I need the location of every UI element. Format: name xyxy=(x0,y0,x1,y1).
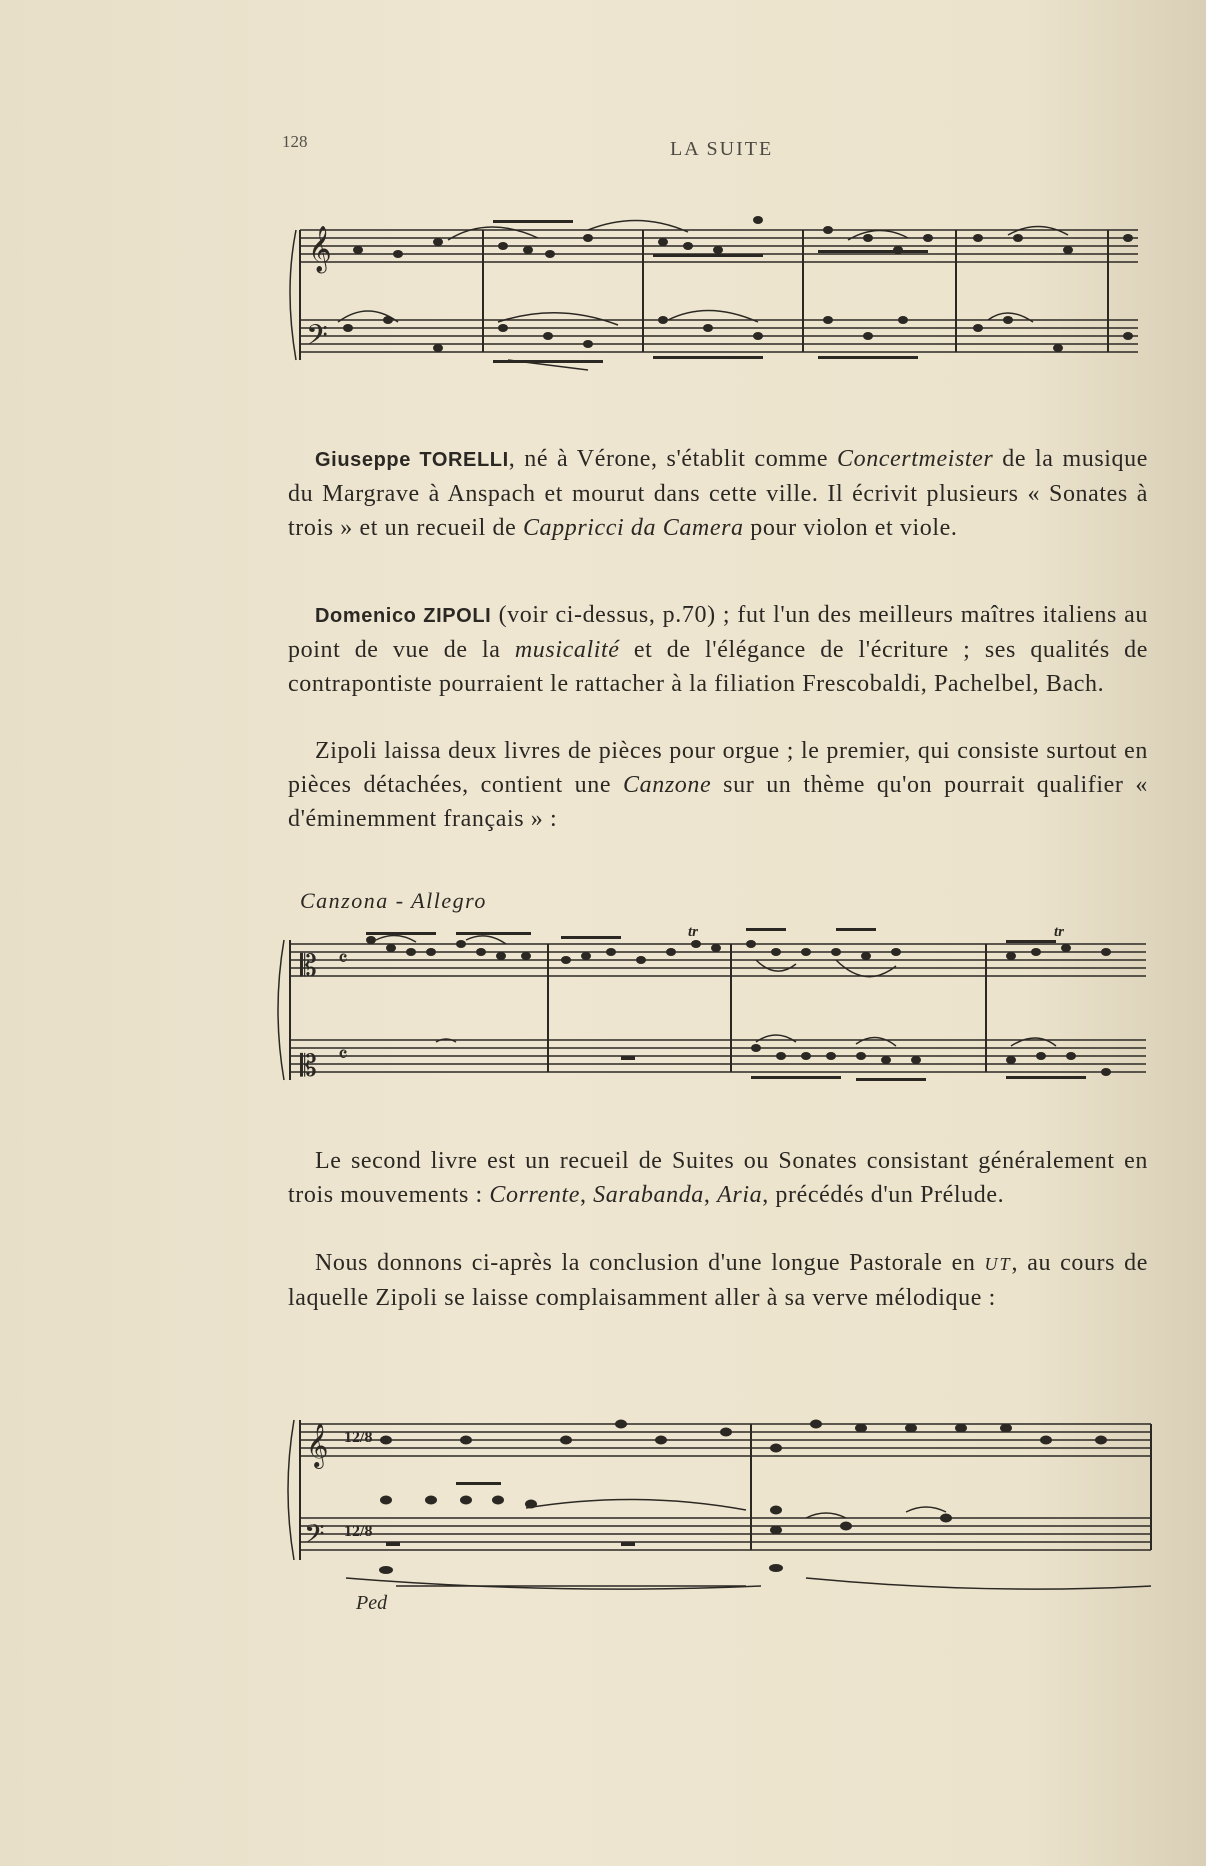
svg-text:𝄢: 𝄢 xyxy=(304,1519,325,1555)
trill-mark-2: tr xyxy=(1054,924,1065,940)
svg-text:𝄡: 𝄡 xyxy=(300,950,317,983)
music-score-canzona xyxy=(276,910,1156,1090)
paragraph-torelli: Giuseppe TORELLI, né à Vérone, s'établit comme Concertmeister de la musique du Margrave à Anspach et mourut dans cette ville. Il écrivit plusieurs « Sonates à trois » et un recueil de Cappricci da Camera pour violon et viole. xyxy=(288,446,1148,541)
canzona-tempo-label: Canzona - Allegro xyxy=(300,888,487,913)
time-signature-bass: 12/8 xyxy=(344,1523,373,1540)
composer-name-torelli: Giuseppe TORELLI xyxy=(315,449,509,471)
page-number: 128 xyxy=(282,132,308,151)
paragraph-pastorale: Nous donnons ci-après la conclusion d'une longue Pastorale en UT, au cours de laquelle Zipoli se laisse complaisamment aller à sa verve mélodique : xyxy=(288,1250,1148,1311)
trill-mark-1: tr xyxy=(688,924,699,940)
svg-text:𝄢: 𝄢 xyxy=(306,321,328,358)
music-score-pastorale xyxy=(286,1400,1166,1600)
svg-text:𝄞: 𝄞 xyxy=(308,226,332,271)
score-3-staves xyxy=(286,1400,1166,1600)
running-title: LA SUITE xyxy=(670,138,774,160)
svg-text:𝄴: 𝄴 xyxy=(338,946,348,971)
paragraph-zipoli-books: Zipoli laissa deux livres de pièces pour orgue ; le premier, qui consiste surtout en pièces détachées, contient une Canzone sur un thème qu'on pourrait qualifier « d'éminemment français » : xyxy=(288,738,1148,832)
svg-text:𝄴: 𝄴 xyxy=(338,1042,348,1067)
pedal-marking: Ped xyxy=(356,1592,388,1614)
composer-name-zipoli: Domenico ZIPOLI xyxy=(315,605,492,627)
score-1-staves xyxy=(288,210,1158,390)
paragraph-second-book: Le second livre est un recueil de Suites ou Sonates consistant généralement en trois mouvements : Corrente, Sarabanda, Aria, précédés d'un Prélude. xyxy=(288,1148,1148,1208)
svg-text:𝄞: 𝄞 xyxy=(306,1425,329,1467)
time-signature-treble: 12/8 xyxy=(344,1429,373,1446)
svg-text:𝄡: 𝄡 xyxy=(300,1050,317,1083)
music-score-1 xyxy=(288,210,1158,390)
paragraph-zipoli-intro: Domenico ZIPOLI (voir ci-dessus, p.70) ; fut l'un des meilleurs maîtres italiens au point de vue de la musicalité et de l'élégance de l'écriture ; ses qualités de contrapontiste pourraient le rattacher à la filiation Frescobaldi, Pachelbel, Bach. xyxy=(288,602,1148,697)
score-2-staves xyxy=(276,910,1156,1090)
